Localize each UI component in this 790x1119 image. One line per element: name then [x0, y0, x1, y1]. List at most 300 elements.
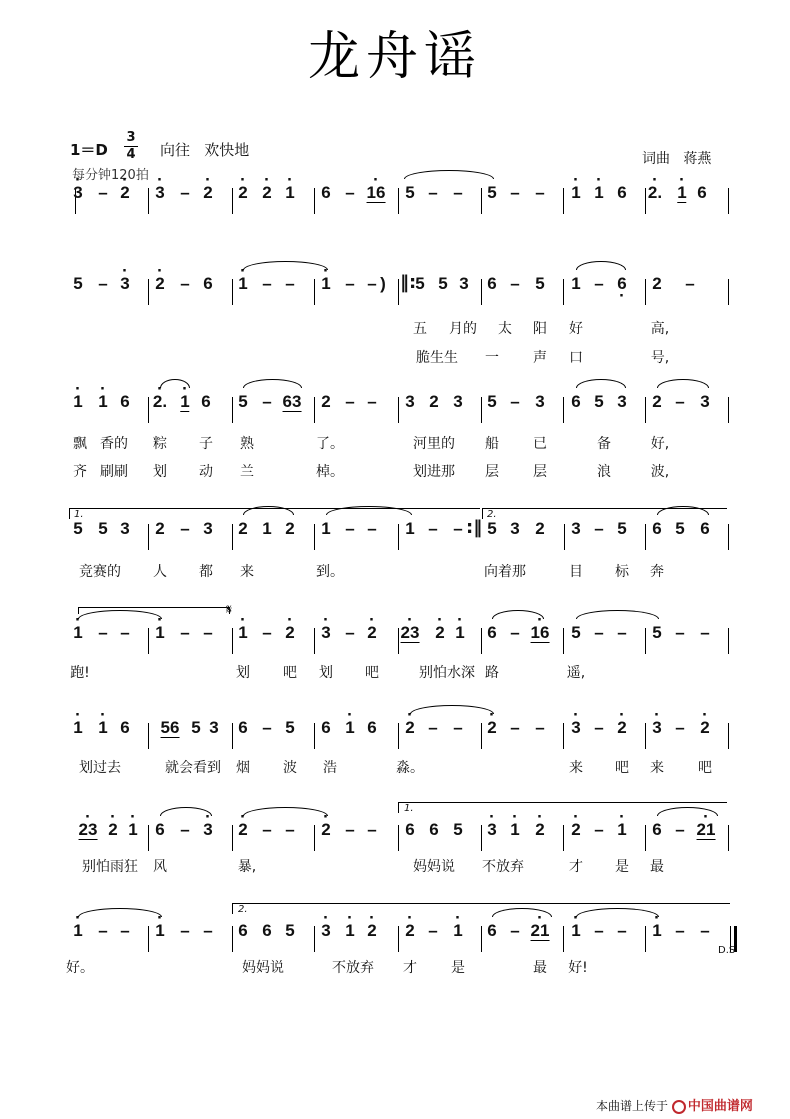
note: 5 [535, 274, 545, 293]
note: · 1 [73, 719, 82, 737]
note: · 3 [120, 275, 129, 293]
bar-line [314, 279, 315, 305]
note: · 16 [367, 184, 386, 203]
note: – [345, 623, 355, 642]
note: · 2. [648, 184, 662, 202]
note: 6 [429, 820, 439, 839]
note: 2 [535, 519, 545, 538]
song-title: 龙舟谣 [307, 27, 482, 87]
note: – [453, 183, 463, 202]
note: – [510, 921, 520, 940]
bar-line [645, 628, 646, 654]
note: – [594, 718, 604, 737]
bar-line [728, 397, 729, 423]
bar-line [481, 926, 482, 952]
ending-first-num: 1. [74, 509, 84, 520]
note: · 21 [697, 821, 716, 840]
lyric: 阳 [533, 321, 547, 337]
note: – [345, 392, 355, 411]
repeat-start: ‖: [400, 272, 417, 293]
key-signature: 1＝D [70, 141, 108, 159]
note: · 1 [285, 184, 294, 202]
note: 3 [203, 519, 213, 538]
note: 5 [487, 519, 497, 538]
note: 3 [209, 718, 219, 737]
note: – [675, 718, 685, 737]
note: 5 [191, 718, 201, 737]
note: 3 [453, 392, 463, 411]
note: · 2 [405, 922, 414, 940]
note: 6 [203, 274, 213, 293]
note: – [617, 623, 627, 642]
bar-line [645, 524, 646, 550]
note: · 1 [155, 922, 164, 940]
note: – [345, 519, 355, 538]
lyric: 淼。 [396, 760, 424, 776]
note: · 23 [79, 821, 98, 840]
slur [657, 379, 709, 388]
slur [243, 379, 302, 388]
footer-text: 本曲谱上传于 [596, 1099, 669, 1113]
note: · 1 [453, 922, 462, 940]
bar-line [564, 524, 565, 550]
note: – [180, 274, 190, 293]
note: – [594, 274, 604, 293]
lyric: 熟 [240, 436, 254, 452]
note: 3 [510, 519, 520, 538]
ds-mark: D.S [718, 945, 736, 956]
lyric: 了。 [316, 436, 344, 452]
bar-line [563, 188, 564, 214]
note: 6 [321, 183, 331, 202]
note: 1 [571, 274, 581, 293]
bar-line [314, 825, 315, 851]
note: – [700, 921, 710, 940]
lyric: 别怕雨狂 [82, 859, 138, 875]
bar-line [645, 279, 646, 305]
bar-line [728, 188, 729, 214]
note: – [120, 921, 130, 940]
lyric: 划 [319, 665, 333, 681]
bar-line [481, 279, 482, 305]
note: 2 [285, 519, 295, 538]
note: 6 [617, 183, 627, 202]
note: – [180, 183, 190, 202]
note: – [367, 820, 377, 839]
note: – [428, 718, 438, 737]
lyric: 最 [533, 960, 547, 976]
lyric: 吧 [615, 760, 629, 776]
note: 5 [487, 183, 497, 202]
note: · 2 [617, 719, 626, 737]
note: · 1 [455, 624, 464, 642]
bar-line [563, 628, 564, 654]
bar-line [314, 524, 315, 550]
lyric: 标 [615, 564, 629, 580]
note: – [262, 274, 272, 293]
note: 5 [594, 392, 604, 411]
bar-line [148, 188, 149, 214]
bar-line [232, 628, 233, 654]
bar-line [645, 926, 646, 952]
note: 2 [429, 392, 439, 411]
note: – [98, 921, 108, 940]
note: – [367, 519, 377, 538]
note: 6 [487, 623, 497, 642]
lyric: 口 [569, 350, 583, 366]
bar-line [481, 628, 482, 654]
slur [78, 908, 162, 917]
note: – [594, 519, 604, 538]
lyric: 不放弃 [332, 960, 374, 976]
bar-line [645, 397, 646, 423]
note: 2 [155, 519, 165, 538]
bar-line [481, 397, 482, 423]
meter-bottom: 4 [126, 147, 136, 162]
note: 6 [238, 718, 248, 737]
note: · 2 [367, 624, 376, 642]
note: – [262, 718, 272, 737]
lyric: 都 [199, 564, 213, 580]
bar-line [148, 926, 149, 952]
note: – [203, 623, 213, 642]
ending-second [482, 508, 727, 519]
lyric: 棹。 [316, 464, 344, 480]
note: · 1 [652, 922, 661, 940]
bar-line [481, 825, 482, 851]
lyric: 吧 [283, 665, 297, 681]
lyric: 吧 [698, 760, 712, 776]
note: · 3 [571, 719, 580, 737]
tie-long [78, 607, 230, 614]
lyric: 一 [485, 350, 499, 366]
lyric: 才 [569, 859, 583, 875]
note: – [617, 921, 627, 940]
lyric: 高, [650, 321, 670, 337]
slur [576, 261, 626, 270]
note: 5 [487, 392, 497, 411]
note: · 1 [98, 719, 107, 737]
note: · 3 [321, 922, 330, 940]
segno-mark: 𝄋 [226, 602, 233, 618]
note: – [203, 921, 213, 940]
bar-line [398, 397, 399, 423]
lyric: 波, [650, 464, 670, 480]
lyric: 划 [153, 464, 167, 480]
note: · 1 [155, 624, 164, 642]
note: – [510, 183, 520, 202]
note: · 2 [435, 624, 444, 642]
note: · 16 [531, 624, 550, 643]
lyric: 竞赛的 [79, 564, 121, 580]
bar-line [398, 926, 399, 952]
note: 5 [571, 623, 581, 642]
note: – [367, 274, 377, 293]
bar-line [728, 723, 729, 749]
note: 3 [617, 392, 627, 411]
lyric: 路 [485, 665, 499, 681]
tempo-marking: 每分钟120拍 [72, 168, 149, 183]
note: – [98, 183, 108, 202]
note: 1 [405, 519, 415, 538]
note: · 3 [73, 184, 82, 202]
note: – [120, 623, 130, 642]
lyric: 划进那 [413, 464, 455, 480]
lyric: 已 [533, 436, 547, 452]
note: – [180, 921, 190, 940]
lyric: 齐 [73, 464, 87, 480]
note: – [98, 274, 108, 293]
note: 5 [652, 623, 662, 642]
lyric: 浩 [323, 760, 337, 776]
note: – [510, 718, 520, 737]
lyric: 是 [451, 960, 465, 976]
note: 6 [201, 392, 211, 411]
note: 3 [120, 519, 130, 538]
lyric: 跑! [70, 665, 90, 681]
bar-line [728, 825, 729, 851]
lyric: 脆生生 [416, 350, 458, 366]
note: · 3 [487, 821, 496, 839]
note: · 1 [571, 922, 580, 940]
note: 5 [98, 519, 108, 538]
note: – [180, 623, 190, 642]
lyric: 目 [569, 564, 583, 580]
note: · 1 [98, 393, 107, 411]
slur [576, 379, 626, 388]
note: · 2 [238, 821, 247, 839]
note: · 1 [128, 821, 137, 839]
note: – [594, 820, 604, 839]
ending-second-num: 2. [487, 509, 497, 520]
note: · 2 [155, 275, 164, 293]
logo-icon [672, 1100, 686, 1114]
note: 2 [652, 392, 662, 411]
lyric: 才 [403, 960, 417, 976]
slur [576, 610, 659, 619]
meter-top: 3 [126, 130, 136, 145]
bar-line [398, 825, 399, 851]
time-signature [124, 131, 138, 162]
bar-line [563, 723, 564, 749]
note: · 23 [401, 624, 420, 643]
note: 1 [262, 519, 272, 538]
ending-first-b [398, 802, 727, 813]
bar-line [314, 723, 315, 749]
note: · 2 [487, 719, 496, 737]
note: 6 [652, 519, 662, 538]
lyric: 波 [283, 760, 297, 776]
bar-line [232, 723, 233, 749]
note: – [98, 623, 108, 642]
note: – [510, 623, 520, 642]
note: · 1 [677, 184, 686, 203]
lyric: 就会看到 [165, 760, 221, 776]
note: – [180, 820, 190, 839]
note: – [262, 623, 272, 642]
bar-line [148, 825, 149, 851]
ending-second-b-num: 2. [238, 904, 248, 915]
note: · 3 [321, 624, 330, 642]
note: · 2 [405, 719, 414, 737]
lyric: 划过去 [79, 760, 121, 776]
note: 6 [120, 718, 130, 737]
note: 3 [700, 392, 710, 411]
slur [243, 807, 328, 816]
lyric: 河里的 [413, 436, 455, 452]
note: – [675, 392, 685, 411]
ending-second-b [232, 903, 730, 914]
note: – [675, 820, 685, 839]
note: 3 [459, 274, 469, 293]
note: 56 [160, 718, 180, 737]
lyric: 烟 [236, 760, 250, 776]
lyric: 到。 [316, 564, 344, 580]
bar-line [148, 279, 149, 305]
ending-first-b-num: 1. [404, 803, 414, 814]
note: · 1 [73, 393, 82, 411]
note: 6 [571, 392, 581, 411]
note: 6 [487, 921, 497, 940]
note: – [428, 183, 438, 202]
note: 6 [238, 921, 248, 940]
lyric: 奔 [650, 564, 664, 580]
note: · 1 [345, 922, 354, 940]
note: – [594, 623, 604, 642]
slur [410, 705, 494, 714]
note: 5 [675, 519, 685, 538]
note: – [345, 820, 355, 839]
credit: 词曲 蒋燕 [642, 151, 712, 167]
note: · 2 [571, 821, 580, 839]
note: 5 [238, 392, 248, 411]
bar-line [232, 524, 233, 550]
lyric: 划 [236, 665, 250, 681]
note: – [510, 392, 520, 411]
lyric: 暴, [237, 859, 257, 875]
note: – [453, 519, 463, 538]
lyric: 五 [413, 321, 427, 337]
note: – [535, 183, 545, 202]
note: – [685, 274, 695, 293]
lyric: 遥, [566, 665, 586, 681]
note: · 1 [594, 184, 603, 202]
note: – [367, 392, 377, 411]
lyric: 风 [153, 859, 167, 875]
rest-paren: ) [380, 274, 386, 293]
lyric: 月的 [449, 321, 477, 337]
lyric: 不放弃 [482, 859, 524, 875]
bar-line [481, 188, 482, 214]
bar-line [314, 628, 315, 654]
note: 3 [571, 519, 581, 538]
note: 6 [120, 392, 130, 411]
lyric: 动 [199, 464, 213, 480]
bar-line [148, 628, 149, 654]
note: · 2 [120, 184, 129, 202]
bar-line [728, 628, 729, 654]
note: 5 [617, 519, 627, 538]
note: 5 [73, 274, 83, 293]
footer-logo: 中国曲谱网 [687, 1099, 753, 1114]
bar-line [645, 723, 646, 749]
lyric: 好! [568, 960, 588, 976]
lyric: 声 [533, 350, 547, 366]
slur [404, 170, 494, 179]
note: – [428, 519, 438, 538]
note: · 2 [108, 821, 117, 839]
note: · 1 [617, 821, 626, 839]
bar-line [148, 524, 149, 550]
note: · 2 [262, 184, 271, 202]
note: – [428, 921, 438, 940]
note: · 1 [510, 821, 519, 839]
lyric: 层 [533, 464, 547, 480]
lyric: 妈妈说 [242, 960, 284, 976]
note: 1 [321, 519, 331, 538]
lyric: 飘 [73, 436, 87, 452]
note: · 2 [203, 184, 212, 202]
note: 6 [405, 820, 415, 839]
lyric: 最 [650, 859, 664, 875]
repeat-end: :‖ [466, 517, 483, 538]
bar-line [563, 279, 564, 305]
lyric: 粽 [153, 436, 167, 452]
note: · 21 [531, 922, 550, 941]
lyric: 备 [597, 436, 611, 452]
note: 5 [285, 921, 295, 940]
lyric: 别怕水深 [419, 665, 475, 681]
lyric: 兰 [240, 464, 254, 480]
note: 2 [238, 519, 248, 538]
note: 63 [282, 392, 302, 411]
bar-line [563, 825, 564, 851]
lyric: 来 [650, 760, 664, 776]
bar-line [232, 825, 233, 851]
bar-line [314, 926, 315, 952]
note: · 1 [571, 184, 580, 202]
lyric: 吧 [365, 665, 379, 681]
lyric: 好 [569, 321, 583, 337]
note: – [262, 820, 272, 839]
note: · 2. [153, 393, 167, 411]
note: 3 [535, 392, 545, 411]
note: 6 [700, 519, 710, 538]
note: 5 [415, 274, 425, 293]
note: 2 [652, 274, 662, 293]
bar-line [645, 825, 646, 851]
lyric: 刷刷 [100, 464, 128, 480]
note: – [594, 921, 604, 940]
bar-line [398, 628, 399, 654]
lyric: 人 [153, 564, 167, 580]
note: – [510, 274, 520, 293]
footer [596, 1095, 753, 1114]
note: · 2 [238, 184, 247, 202]
note: 6 [697, 183, 707, 202]
bar-line [645, 188, 646, 214]
note: · 2 [367, 922, 376, 940]
bar-line [232, 188, 233, 214]
note: – [285, 274, 295, 293]
note: 6 [262, 921, 272, 940]
note: · 3 [203, 821, 212, 839]
lyric: 来 [569, 760, 583, 776]
note: · 1 [73, 922, 82, 940]
note: · 1 [238, 624, 247, 642]
lyric: 来 [240, 564, 254, 580]
lyric: 层 [485, 464, 499, 480]
